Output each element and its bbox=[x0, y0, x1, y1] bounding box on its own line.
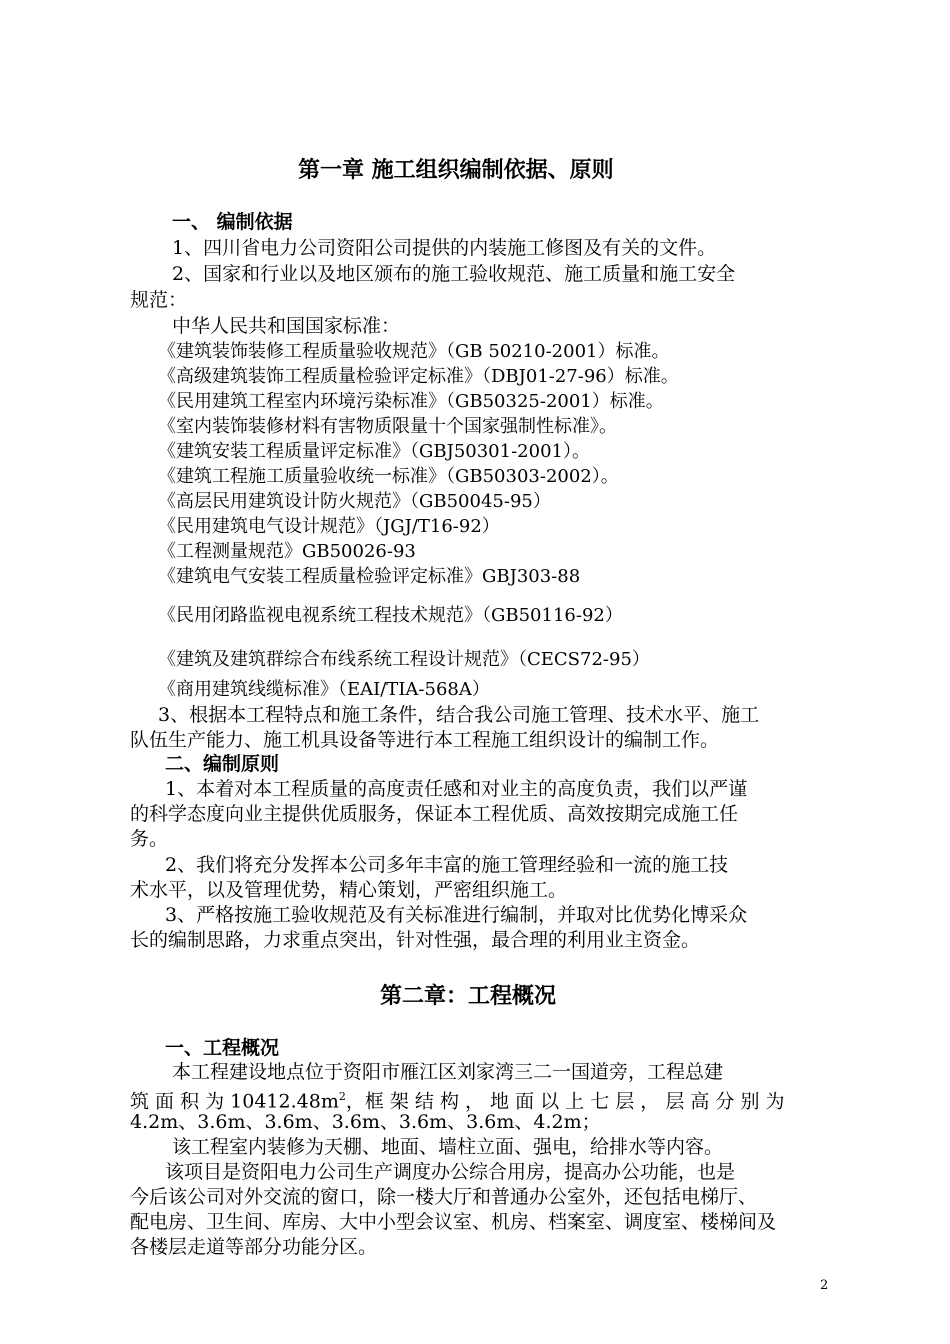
standard-item: 《建筑电气安装工程质量检验评定标准》GBJ303-88 bbox=[158, 566, 581, 587]
paragraph: 配电房、卫生间、库房、大中小型会议室、机房、档案室、调度室、楼梯间及 bbox=[130, 1211, 777, 1233]
paragraph: 该项目是资阳电力公司生产调度办公综合用房，提高办公功能，也是 bbox=[165, 1161, 736, 1183]
paragraph: 3、严格按施工验收规范及有关标准进行编制，并取对比优势化博采众 bbox=[165, 904, 748, 926]
section-heading-overview: 一、工程概况 bbox=[165, 1037, 280, 1059]
standard-item: 《民用建筑电气设计规范》（JGJ/T16-92） bbox=[158, 516, 500, 537]
standard-item: 《室内装饰装修材料有害物质限量十个国家强制性标准》。 bbox=[158, 416, 617, 437]
area-text: 筑 面 积 为 10412.48m bbox=[130, 1090, 339, 1113]
paragraph: 长的编制思路，力求重点突出，针对性强，最合理的利用业主资金。 bbox=[130, 929, 701, 951]
standard-item: 《建筑安装工程质量评定标准》（GBJ50301-2001）。 bbox=[158, 441, 590, 462]
paragraph: 规范： bbox=[130, 289, 188, 311]
standard-item: 《建筑工程施工质量验收统一标准》（GB50303-2002）。 bbox=[158, 466, 619, 487]
standard-item: 《民用建筑工程室内环境污染标准》（GB50325-2001）标准。 bbox=[158, 391, 664, 412]
paragraph: 队伍生产能力、施工机具设备等进行本工程施工组织设计的编制工作。 bbox=[130, 729, 720, 751]
paragraph: 2、我们将充分发挥本公司多年丰富的施工管理经验和一流的施工技 bbox=[165, 854, 729, 876]
structure-text: ，框 架 结 构 ， 地 面 以 上 七 层 ， 层 高 分 别 为 bbox=[345, 1090, 785, 1113]
standard-item: 《商用建筑线缆标准》（EAI/TIA-568A） bbox=[158, 679, 490, 700]
standard-item: 《高层民用建筑设计防火规范》（GB50045-95） bbox=[158, 491, 551, 512]
section-heading-basis: 一、 编制依据 bbox=[172, 211, 293, 233]
standard-item: 《工程测量规范》GB50026-93 bbox=[158, 541, 416, 562]
paragraph: 1、四川省电力公司资阳公司提供的内装施工修图及有关的文件。 bbox=[172, 237, 717, 259]
standard-item: 《建筑及建筑群综合布线系统工程设计规范》（CECS72-95） bbox=[158, 649, 650, 670]
paragraph: 术水平，以及管理优势，精心策划，严密组织施工。 bbox=[130, 879, 568, 901]
paragraph: 3、根据本工程特点和施工条件，结合我公司施工管理、技术水平、施工 bbox=[158, 704, 760, 726]
paragraph: 各楼层走道等部分功能分区。 bbox=[130, 1236, 378, 1258]
standard-item: 《建筑装饰装修工程质量验收规范》（GB 50210-2001）标准。 bbox=[158, 341, 670, 362]
paragraph: 该工程室内装修为天棚、地面、墙柱立面、强电，给排水等内容。 bbox=[172, 1136, 724, 1158]
superscript: 2 bbox=[338, 1090, 346, 1103]
paragraph: 今后该公司对外交流的窗口，除一楼大厅和普通办公室外，还包括电梯厅、 bbox=[130, 1186, 758, 1208]
paragraph: 2、国家和行业以及地区颁布的施工验收规范、施工质量和施工安全 bbox=[172, 263, 736, 285]
chapter-2-title: 第二章：工程概况 bbox=[380, 983, 557, 1009]
standards-intro: 中华人民共和国国家标准： bbox=[172, 315, 401, 337]
paragraph: 1、本着对本工程质量的高度责任感和对业主的高度负责，我们以严谨 bbox=[165, 778, 748, 800]
chapter-1-title: 第一章 施工组织编制依据、原则 bbox=[298, 157, 614, 183]
paragraph: 本工程建设地点位于资阳市雁江区刘家湾三二一国道旁，工程总建 bbox=[172, 1061, 724, 1083]
page-number: 2 bbox=[820, 1278, 829, 1293]
standard-item: 《民用闭路监视电视系统工程技术规范》（GB50116-92） bbox=[158, 605, 623, 626]
paragraph: 4.2m、3.6m、3.6m、3.6m、3.6m、3.6m、4.2m； bbox=[130, 1111, 601, 1133]
paragraph: 务。 bbox=[130, 828, 169, 850]
paragraph: 的科学态度向业主提供优质服务，保证本工程优质、高效按期完成施工任 bbox=[130, 803, 739, 825]
section-heading-principles: 二、编制原则 bbox=[165, 753, 280, 775]
standard-item: 《高级建筑装饰工程质量检验评定标准》（DBJ01-27-96）标准。 bbox=[158, 366, 679, 387]
